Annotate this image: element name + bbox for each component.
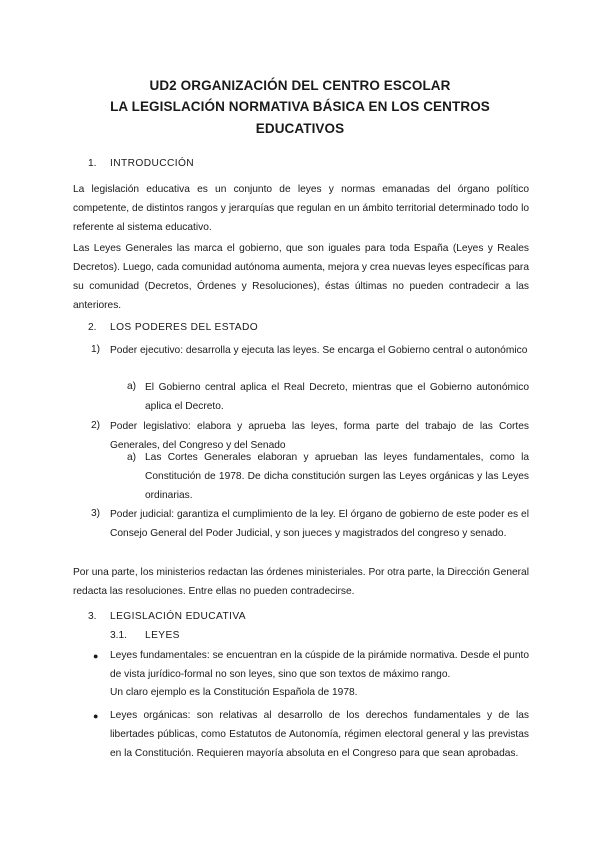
intro-paragraph-2: Las Leyes Generales las marca el gobierno, que son iguales para toda España (Leyes y Reales Decretos). Luego, cada comunidad autónoma aumenta, mejora y crea nuevas leyes específicas para su comunidad (Decretos, Órdenes y Resoluciones), éstas últimas no pueden contradecir a las anteriores.	[73, 243, 529, 311]
section-3-heading: LEGISLACIÓN EDUCATIVA	[110, 611, 246, 622]
list-item-2: Poder legislativo: elabora y aprueba las leyes, forma parte del trabajo de las Cortes Generales, del Congreso y del Senado	[110, 421, 529, 451]
bullet-leyes-fundamentales-example: Un claro ejemplo es la Constitución Española de 1978.	[110, 687, 358, 698]
section-3-number: 3.	[88, 611, 97, 622]
list-item-3-number: 3)	[91, 508, 101, 519]
list-item-1: Poder ejecutivo: desarrolla y ejecuta las leyes. Se encarga el Gobierno central o autonómico	[110, 345, 528, 356]
title-line-1: UD2 ORGANIZACIÓN DEL CENTRO ESCOLAR	[149, 78, 451, 93]
list-item-2a: Las Cortes Generales elaboran y aprueban las leyes fundamentales, como la Constitución de 1978. De dicha constitución surgen las Leyes orgánicas y las Leyes ordinarias.	[145, 452, 529, 501]
section-1-number: 1.	[88, 158, 97, 169]
bullet-leyes-fundamentales: Leyes fundamentales: se encuentran en la cúspide de la pirámide normativa. Desde el punto de vista jurídico-formal no son leyes, sino que son textos de máximo rango.	[110, 650, 529, 680]
bullet-leyes-organicas: Leyes orgánicas: son relativas al desarrollo de los derechos fundamentales y de las libertades públicas, como Estatutos de Autonomía, régimen electoral general y las previstas en la Constitución. Requieren mayoría absoluta en el Congreso para que sean aprobadas.	[110, 710, 529, 759]
list-item-1a: El Gobierno central aplica el Real Decreto, mientras que el Gobierno autonómico aplica el Decreto.	[145, 382, 529, 412]
title-line-3: EDUCATIVOS	[255, 121, 345, 136]
title-line-2: LA LEGISLACIÓN NORMATIVA BÁSICA EN LOS CENTROS	[110, 99, 490, 114]
list-item-1a-number: a)	[127, 381, 137, 392]
bullet-icon: ●	[93, 711, 99, 721]
bullet-icon: ●	[93, 651, 99, 661]
list-item-2a-number: a)	[127, 452, 137, 463]
list-item-2-number: 2)	[91, 420, 101, 431]
list-item-3: Poder judicial: garantiza el cumplimiento de la ley. El órgano de gobierno de este poder es el Consejo General del Poder Judicial, y son jueces y magistrados del congreso y senado.	[110, 509, 529, 539]
list-item-1-number: 1)	[91, 344, 101, 355]
intro-paragraph-1: La legislación educativa es un conjunto de leyes y normas emanadas del órgano político competente, de distintos rangos y jerarquías que regulan en un ámbito territorial determinado todo lo referente al sistema educativo.	[73, 184, 529, 233]
subsection-3-1-number: 3.1.	[110, 630, 127, 641]
subsection-3-1-heading: LEYES	[145, 630, 180, 641]
section-2-number: 2.	[88, 322, 97, 333]
section-2-heading: LOS PODERES DEL ESTADO	[110, 322, 259, 333]
section-1-heading: INTRODUCCIÓN	[110, 158, 195, 169]
ministries-paragraph: Por una parte, los ministerios redactan las órdenes ministeriales. Por otra parte, la Dirección General redacta las resoluciones. Entre ellas no pueden contradecirse.	[73, 567, 529, 597]
